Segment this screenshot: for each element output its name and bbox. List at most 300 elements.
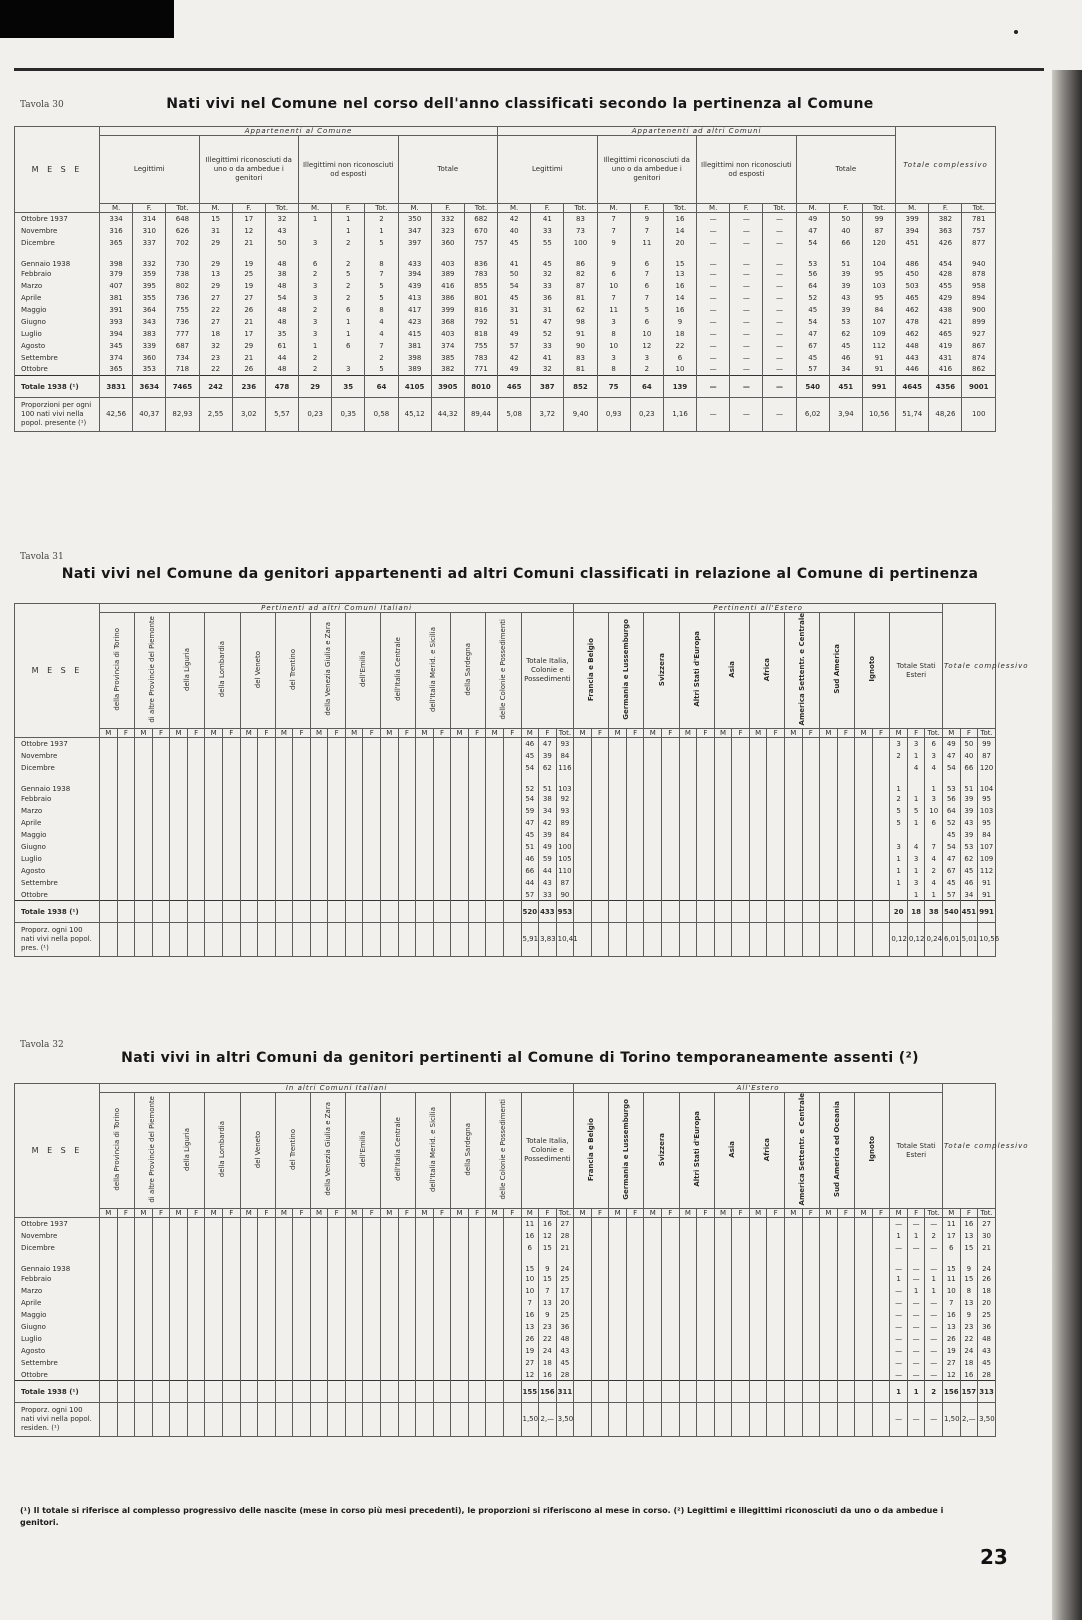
cell: 49 [498,364,531,376]
cell: 45 [943,877,961,889]
cell [609,1357,627,1369]
cell: 100 [564,237,597,249]
cell [644,1285,662,1297]
cell: 46 [960,877,978,889]
cell: 22 [199,364,232,376]
cell [293,1273,311,1285]
cell [328,829,346,841]
cell [345,817,363,829]
proportion-cell [451,1403,469,1437]
cell [363,1333,381,1345]
cell: 385 [431,352,464,364]
mft-header: M [890,1209,908,1218]
cell: 15 [960,1242,978,1254]
table-row [15,1369,996,1381]
proportion-cell: — [730,398,763,432]
proportion-cell: 10,56 [978,923,996,957]
cell: 670 [464,225,497,237]
cell [416,1285,434,1297]
total-cell [310,1381,328,1403]
mft-header: Tot. [365,204,398,213]
cell [416,1273,434,1285]
cell [240,1309,258,1321]
proportion-cell [328,1403,346,1437]
cell [293,877,311,889]
cell [503,829,521,841]
cell [679,1230,697,1242]
sub-header: Illegittimi riconosciuti da uno o da ambedue i genitori [199,136,299,204]
total-cell: — [763,376,796,398]
cell: 2 [332,292,365,304]
cell [170,841,188,853]
cell [293,1369,311,1381]
proportion-cell [837,923,855,957]
cell [486,1254,504,1273]
proportion-cell: 6,02 [796,398,829,432]
cell [170,1218,188,1230]
cell [345,1357,363,1369]
cell [802,1309,820,1321]
cell: 419 [929,340,962,352]
proportion-cell [820,1403,838,1437]
cell [609,750,627,762]
cell [100,889,118,901]
cell [644,1273,662,1285]
cell [222,793,240,805]
mf-header: F [222,729,240,738]
cell: 22 [960,1333,978,1345]
cell: 394 [100,328,133,340]
table-row [15,1254,996,1273]
proportion-cell: 40,37 [133,398,166,432]
cell [310,1242,328,1254]
cell: 7 [597,225,630,237]
proportion-cell [433,1403,451,1437]
cell [451,889,469,901]
country-header-text: Germania e Lussemburgo [622,618,631,720]
mf-header: F [187,1209,205,1218]
cell: 381 [398,340,431,352]
cell [187,1230,205,1242]
total-cell [662,1381,680,1403]
cell: 413 [398,292,431,304]
cell: 428 [929,268,962,280]
cell [574,738,592,750]
month-label: Febbraio [15,1273,100,1285]
country-header [820,1093,855,1209]
cell [152,829,170,841]
cell [872,817,890,829]
mft-header: F [960,729,978,738]
cell: 53 [960,841,978,853]
mft-header: F. [431,204,464,213]
cell: 16 [943,1309,961,1321]
cell [802,817,820,829]
cell [258,1309,276,1321]
total-cell: 242 [199,376,232,398]
cell [100,793,118,805]
cell [767,865,785,877]
cell [784,1333,802,1345]
cell [310,841,328,853]
cell [345,1309,363,1321]
cell [398,1242,416,1254]
cell [644,793,662,805]
cell [802,738,820,750]
cell [205,853,223,865]
cell [697,817,715,829]
cell [609,1218,627,1230]
proportion-cell [152,1403,170,1437]
cell [855,1242,873,1254]
cell [328,889,346,901]
cell: 36 [531,292,564,304]
cell: 389 [431,268,464,280]
cell [451,829,469,841]
cell [363,1345,381,1357]
cell [784,817,802,829]
cell [468,738,486,750]
country-header [679,613,714,729]
cell: 2 [332,237,365,249]
cell: 8 [597,328,630,340]
total-cell [574,1381,592,1403]
cell: 50 [498,268,531,280]
cell [820,738,838,750]
cell [626,1285,644,1297]
cell [416,774,434,793]
cell: 18 [539,1357,557,1369]
cell: 1 [890,1273,908,1285]
cell [714,1242,732,1254]
cell: 16 [663,304,696,316]
cell: 47 [531,316,564,328]
cell: 54 [521,793,539,805]
cell: — [697,340,730,352]
cell: 30 [978,1230,996,1242]
cell: 57 [943,889,961,901]
cell [784,1242,802,1254]
cell [697,1230,715,1242]
proportion-cell [345,923,363,957]
cell [662,1345,680,1357]
cell [222,805,240,817]
cell [135,1309,153,1321]
cell [222,1285,240,1297]
cell [837,1309,855,1321]
cell [697,1321,715,1333]
cell: 900 [962,304,996,316]
region-header [100,613,135,729]
cell: — [890,1357,908,1369]
mf-header: F [117,1209,135,1218]
cell: 455 [929,280,962,292]
cell [591,738,609,750]
cell: 383 [133,328,166,340]
cell [363,1218,381,1230]
cell [468,1285,486,1297]
cell [574,865,592,877]
cell [152,1230,170,1242]
cell [679,865,697,877]
cell [100,762,118,774]
cell: 13 [943,1321,961,1333]
cell [152,1309,170,1321]
cell [837,793,855,805]
cell [258,841,276,853]
region-header-text: della Lombardia [218,1121,227,1178]
cell [714,1309,732,1321]
cell: 84 [978,829,996,841]
cell: 368 [431,316,464,328]
cell [697,1285,715,1297]
cell [732,877,750,889]
cell [872,1369,890,1381]
cell: 19 [521,1345,539,1357]
proportion-cell [609,1403,627,1437]
cell [187,853,205,865]
cell [609,817,627,829]
cell [170,774,188,793]
cell [135,738,153,750]
page-number: 23 [980,1545,1008,1569]
cell [591,829,609,841]
cell: 56 [943,793,961,805]
total-estero-header: Totale Stati Esteri [890,613,943,729]
cell [363,774,381,793]
cell [503,1230,521,1242]
proportion-cell [258,923,276,957]
cell: 11 [943,1218,961,1230]
cell [433,774,451,793]
cell: 350 [398,213,431,225]
cell [468,1333,486,1345]
cell [345,762,363,774]
cell: 44 [521,877,539,889]
cell [381,1230,399,1242]
cell [258,738,276,750]
cell [293,853,311,865]
cell [890,889,908,901]
cell [433,1273,451,1285]
cell [433,877,451,889]
mf-header: F [503,729,521,738]
cell: 26 [978,1273,996,1285]
cell: — [925,1333,943,1345]
cell [714,762,732,774]
cell [135,1333,153,1345]
total-cell [117,1381,135,1403]
cell [714,805,732,817]
cell [345,1218,363,1230]
country-header [855,1093,890,1209]
cell [574,853,592,865]
cell [205,1242,223,1254]
cell: 33 [539,889,557,901]
cell: 112 [862,340,895,352]
cell [381,1357,399,1369]
cell: 109 [862,328,895,340]
total-italia-header: Totale Italia, Colonie e Possedimenti [521,613,574,729]
cell [837,1218,855,1230]
cell [697,762,715,774]
cell [855,1369,873,1381]
cell [135,805,153,817]
cell: 2 [925,1230,943,1242]
total-cell [398,1381,416,1403]
cell [697,877,715,889]
cell: — [697,213,730,225]
cell [890,762,908,774]
proportion-cell: 2,— [960,1403,978,1437]
cell [714,817,732,829]
cell: — [697,292,730,304]
cell [802,1285,820,1297]
cell: — [763,316,796,328]
mf-header: M [240,1209,258,1218]
cell [381,1369,399,1381]
cell [609,1230,627,1242]
cell [100,1254,118,1273]
cell: 47 [521,817,539,829]
mf-header: M [486,1209,504,1218]
cell: — [763,304,796,316]
table-row [15,304,996,316]
total-cell [732,1381,750,1403]
mft-header: F [907,1209,925,1218]
cell: 66 [960,762,978,774]
cell [907,774,925,793]
cell: 31 [199,225,232,237]
country-header-text: Altri Stati d'Europa [692,1111,701,1188]
mf-header: M [574,1209,592,1218]
cell [275,738,293,750]
table-row [15,268,996,280]
cell [732,1333,750,1345]
cell [679,1285,697,1297]
cell [433,1285,451,1297]
cell [486,817,504,829]
cell: 12 [630,340,663,352]
total-cell: 155 [521,1381,539,1403]
month-label: Marzo [15,280,100,292]
cell: — [907,1254,925,1273]
cell: 940 [962,249,996,268]
cell: 403 [431,328,464,340]
cell [117,774,135,793]
cell: 34 [539,805,557,817]
cell [152,1345,170,1357]
cell [205,865,223,877]
cell [222,889,240,901]
mf-header: M [679,1209,697,1218]
mf-header: F [433,1209,451,1218]
table-row [15,793,996,805]
proportion-cell: 48,26 [929,398,962,432]
cell: 84 [862,304,895,316]
cell: 10 [663,364,696,376]
total-cell [345,1381,363,1403]
cell [205,1309,223,1321]
cell [784,762,802,774]
total-cell [187,1381,205,1403]
cell [591,1333,609,1345]
month-label: Ottobre [15,1369,100,1381]
cell [837,738,855,750]
month-label: Marzo [15,1285,100,1297]
total-cell [433,901,451,923]
region-header-text: dell'Italia Merid. e Sicilia [429,626,438,712]
cell [328,1254,346,1273]
cell [503,1285,521,1297]
cell: 6 [630,316,663,328]
cell [117,1285,135,1297]
cell [240,1369,258,1381]
mf-header: F [258,1209,276,1218]
mft-header: Tot. [564,204,597,213]
cell [767,817,785,829]
cell [767,829,785,841]
proportion-cell: 5,57 [265,398,298,432]
month-label: Agosto [15,1345,100,1357]
cell [679,1309,697,1321]
cell: — [763,328,796,340]
cell: 1 [332,213,365,225]
region-header-text: della Venezia Giulia e Zara [323,1102,332,1197]
cell: 45 [943,829,961,841]
cell [872,889,890,901]
cell [784,1309,802,1321]
cell: 19 [943,1345,961,1357]
cell [609,762,627,774]
cell [205,1321,223,1333]
region-header-text: della Provincia di Torino [113,627,122,711]
cell: 26 [943,1333,961,1345]
cell: 40 [960,750,978,762]
mf-header: F [837,729,855,738]
cell [398,1369,416,1381]
cell: 874 [962,352,996,364]
cell [205,1297,223,1309]
cell [468,1218,486,1230]
cell: 11 [630,237,663,249]
cell [240,1357,258,1369]
cell [468,793,486,805]
cell: — [763,340,796,352]
cell: 7 [365,268,398,280]
cell: 24 [960,1345,978,1357]
cell: 13 [539,1297,557,1309]
cell [802,853,820,865]
cell [170,793,188,805]
cell: 7 [539,1285,557,1297]
table-row [15,1321,996,1333]
cell [503,1297,521,1309]
cell [855,889,873,901]
cell: 323 [431,225,464,237]
cell: 4 [925,762,943,774]
cell [644,1357,662,1369]
cell [240,1254,258,1273]
cell [679,877,697,889]
cell: 91 [862,352,895,364]
region-header [205,613,240,729]
cell [468,865,486,877]
cell [416,750,434,762]
cell [275,1242,293,1254]
cell: 21 [232,237,265,249]
tavola-30-title: Nati vivi nel Comune nel corso dell'anno classificati secondo la pertinenza al Comune [166,96,874,112]
